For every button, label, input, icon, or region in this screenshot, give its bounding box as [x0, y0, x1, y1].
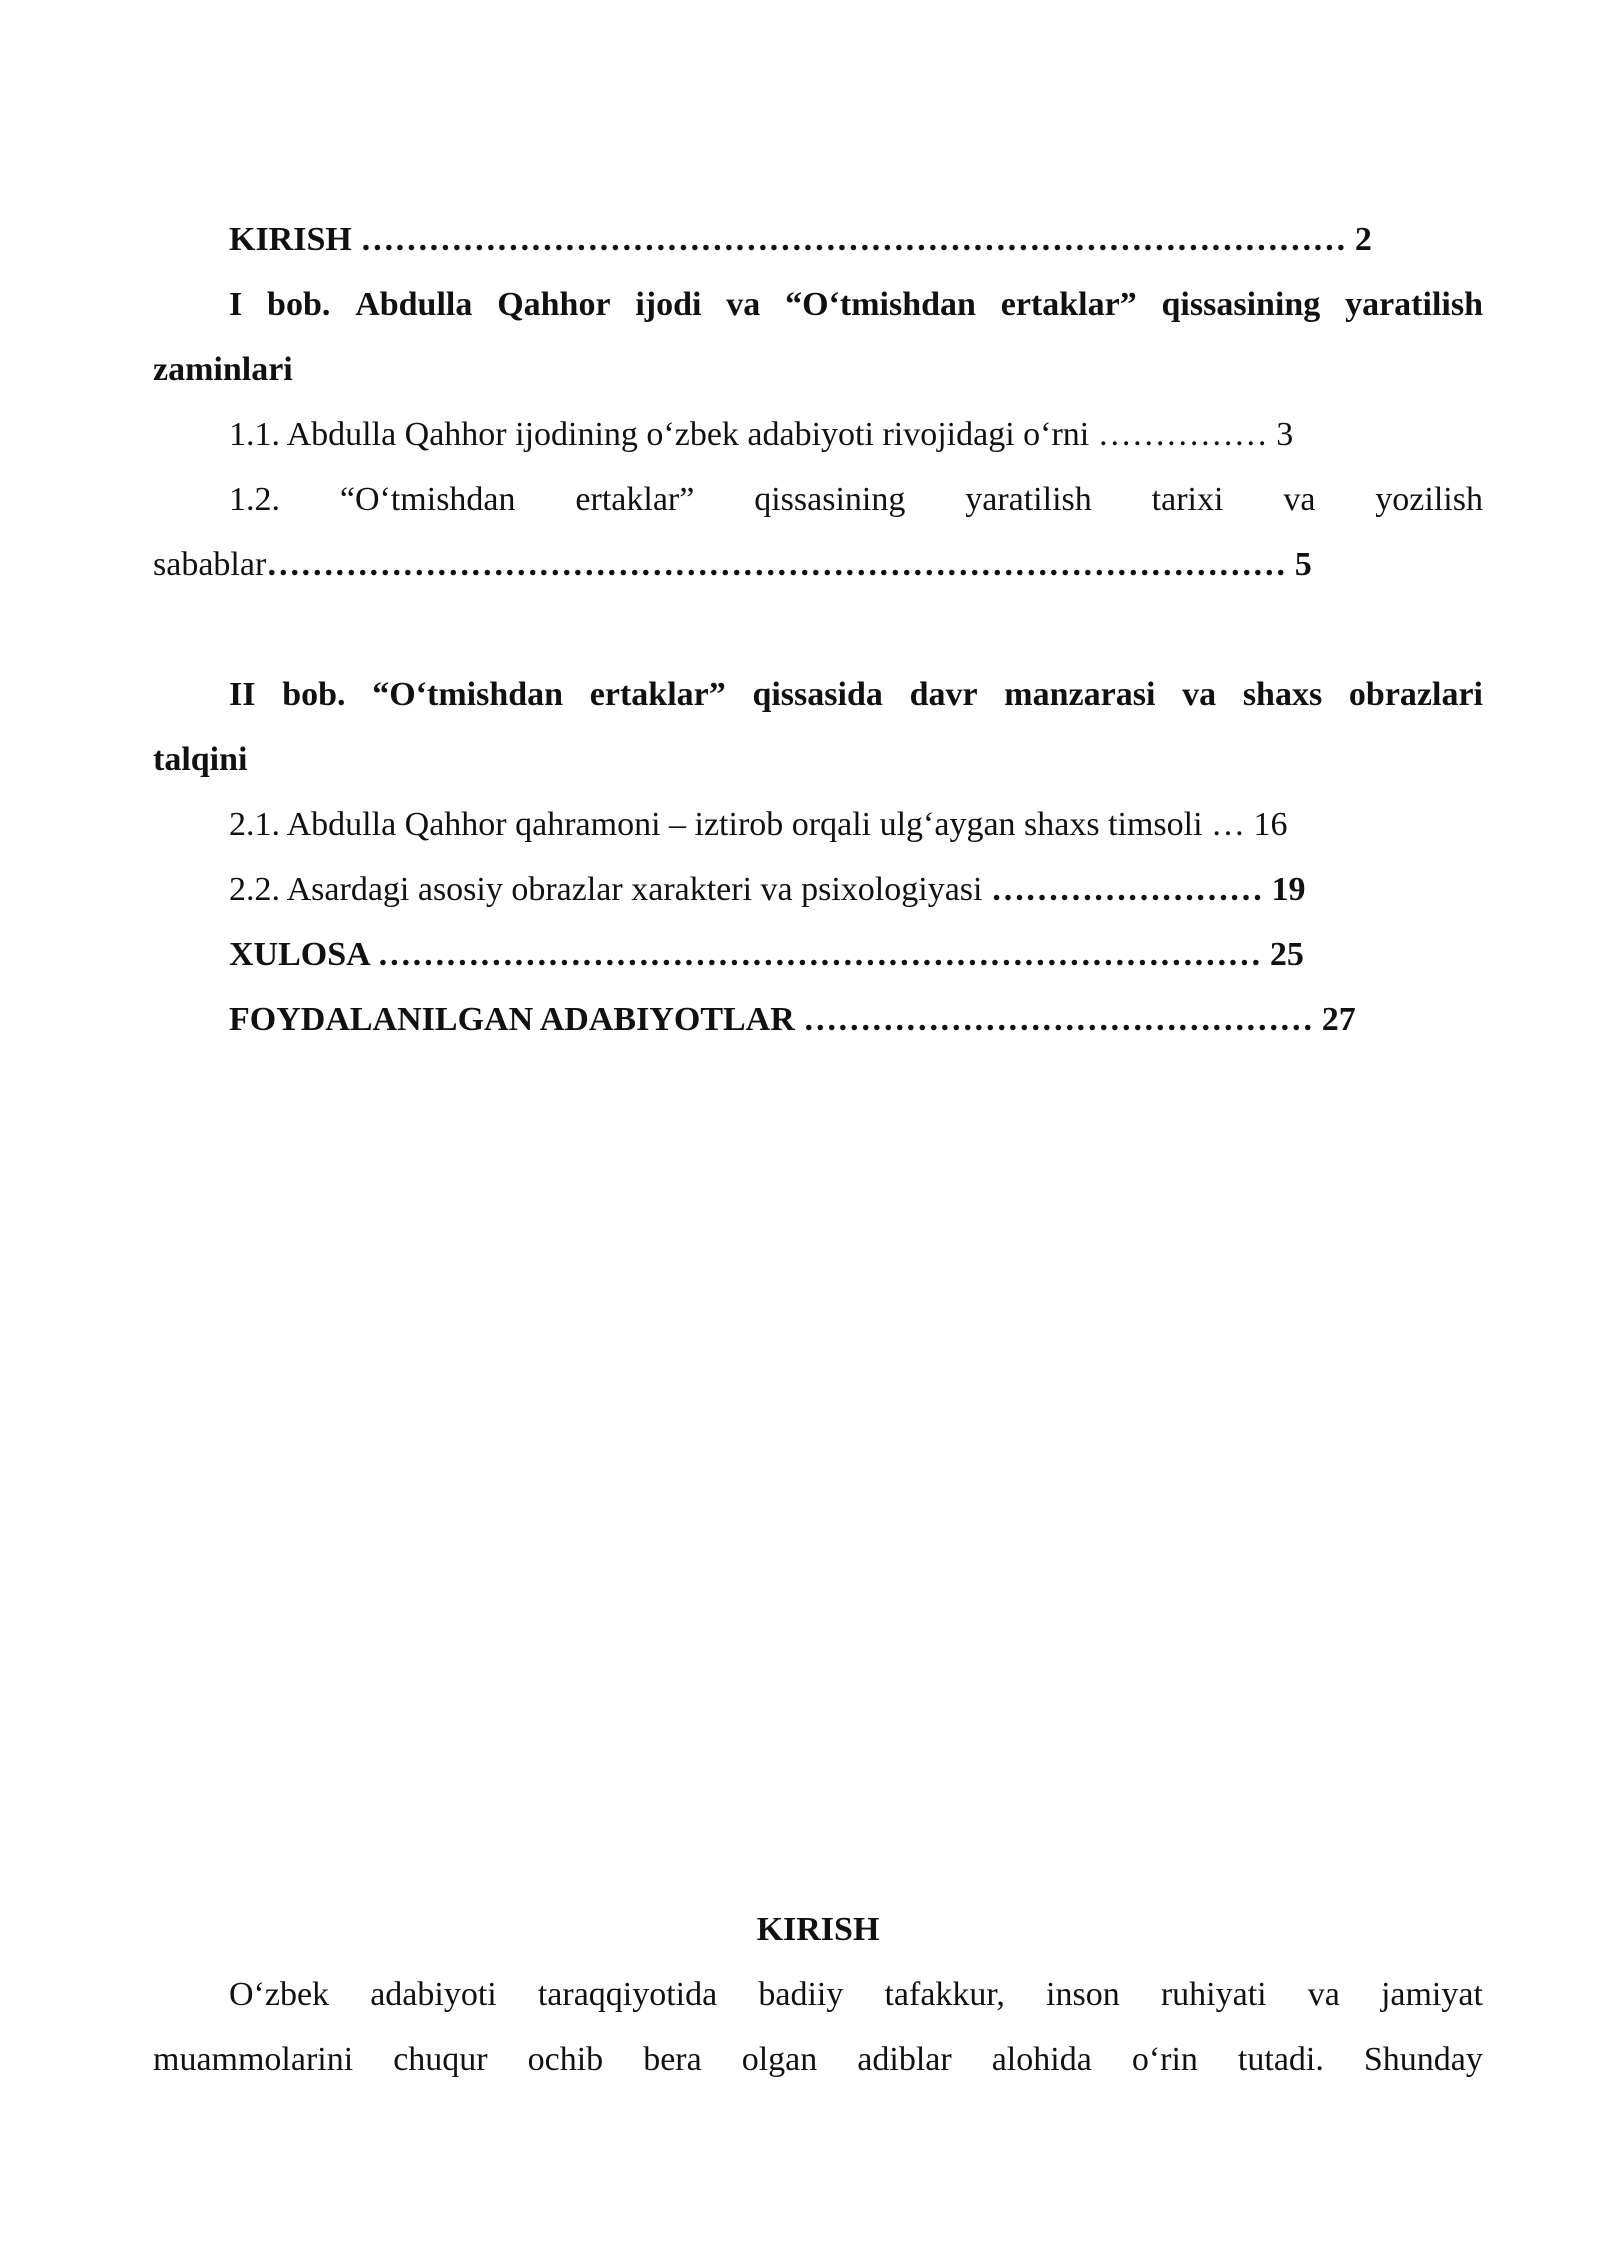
toc-chapter2-title-word: va: [1182, 676, 1217, 713]
toc-chapter1-title-cont[interactable]: zaminlari: [153, 351, 293, 388]
toc-item-1-2-cont[interactable]: [153, 543, 1483, 587]
paragraph-word: Shunday: [1363, 2041, 1483, 2078]
toc-chapter2-title-word: shaxs: [1242, 676, 1323, 713]
paragraph-line-2: [153, 2038, 1483, 2082]
paragraph-word: ochib: [527, 2041, 604, 2078]
paragraph-word: bera: [643, 2041, 702, 2078]
paragraph-word: o‘rin: [1131, 2041, 1198, 2078]
toc-foydalanilgan[interactable]: FOYDALANILGAN ADABIYOTLAR ……………………………………… 27: [229, 1001, 1356, 1038]
toc-item-1-2-word: yozilish: [1375, 481, 1483, 518]
toc-item-1-1[interactable]: 1.1. Abdulla Qahhor ijodining o‘zbek adabiyoti rivojidagi o‘rni …………… 3: [229, 416, 1294, 453]
toc-chapter1-title[interactable]: [153, 283, 1483, 327]
paragraph-word: olgan: [741, 2041, 818, 2078]
toc-item-1-2-word: ertaklar”: [575, 481, 695, 518]
toc-chapter2-title-word: obrazlari: [1348, 676, 1483, 713]
toc-chapter2-title-word: manzarasi: [1004, 676, 1156, 713]
toc-chapter2-title[interactable]: [153, 673, 1483, 717]
paragraph-word: inson: [1046, 1976, 1120, 2013]
toc-chapter2-title-word: ertaklar”: [589, 676, 726, 713]
toc-item-1-2-word: va: [1283, 481, 1316, 518]
toc-chapter2-title-word: davr: [909, 676, 978, 713]
paragraph-word: O‘zbek: [229, 1976, 330, 2013]
paragraph-word: va: [1307, 1976, 1340, 2013]
paragraph-word: ruhiyati: [1160, 1976, 1267, 2013]
paragraph-word: jamiyat: [1380, 1976, 1483, 2013]
toc-chapter1-title-word: “O‘tmishdan: [785, 286, 976, 323]
toc-item-1-2-word: “O‘tmishdan: [339, 481, 516, 518]
toc-item-2-2-text: 2.2. Asardagi asosiy obrazlar xarakteri va psixologiyasi: [229, 871, 991, 908]
toc-chapter2-title-word: qissasida: [752, 676, 883, 713]
paragraph-word: badiiy: [758, 1976, 844, 2013]
toc-xulosa[interactable]: XULOSA …………………………………………………………………… 25: [229, 936, 1304, 973]
toc-chapter1-title-word: Abdulla: [355, 286, 473, 323]
paragraph-word: muammolarini: [153, 2041, 354, 2078]
toc-item-1-2-cont-text: sabablar: [153, 546, 267, 583]
toc-chapter2-title-cont[interactable]: talqini: [153, 741, 248, 778]
paragraph-word: adiblar: [857, 2041, 952, 2078]
toc-item-1-2-word: 1.2.: [229, 481, 280, 518]
paragraph-word: tutadi.: [1237, 2041, 1324, 2078]
paragraph-word: taraqqiyotida: [537, 1976, 718, 2013]
toc-chapter1-title-word: I: [229, 286, 243, 323]
toc-chapter1-title-word: va: [726, 286, 761, 323]
toc-item-1-2-page: ……………………………………………………………………………… 5: [266, 546, 1312, 583]
toc-chapter1-title-word: Qahhor: [497, 286, 611, 323]
toc-chapter1-title-word: ertaklar”: [1000, 286, 1137, 323]
toc-chapter2-title-word: II: [229, 676, 256, 713]
toc-chapter1-title-word: bob.: [267, 286, 331, 323]
paragraph-word: tafakkur,: [884, 1976, 1005, 2013]
section-heading-kirish: KIRISH: [756, 1911, 880, 1948]
toc-chapter1-title-word: yaratilish: [1345, 286, 1483, 323]
toc-item-1-2-word: yaratilish: [965, 481, 1092, 518]
toc-item-2-1[interactable]: 2.1. Abdulla Qahhor qahramoni – iztirob orqali ulg‘aygan shaxs timsoli … 16: [229, 806, 1288, 843]
toc-item-1-2-word: qissasining: [754, 481, 906, 518]
toc-item-2-2-page: …………………… 19: [990, 871, 1306, 908]
paragraph-word: adabiyoti: [370, 1976, 497, 2013]
toc-item-2-2[interactable]: [153, 868, 1483, 912]
toc-chapter1-title-word: qissasining: [1161, 286, 1321, 323]
toc-chapter1-title-word: ijodi: [635, 286, 702, 323]
toc-kirish[interactable]: KIRISH …………………………………………………………………………… 2: [229, 221, 1372, 258]
paragraph-word: alohida: [991, 2041, 1092, 2078]
paragraph-line-1: [153, 1973, 1483, 2017]
toc-item-1-2[interactable]: [153, 478, 1483, 522]
paragraph-word: chuqur: [393, 2041, 488, 2078]
toc-chapter2-title-word: “O‘tmishdan: [372, 676, 564, 713]
toc-item-1-2-word: tarixi: [1151, 481, 1224, 518]
toc-chapter2-title-word: bob.: [282, 676, 346, 713]
